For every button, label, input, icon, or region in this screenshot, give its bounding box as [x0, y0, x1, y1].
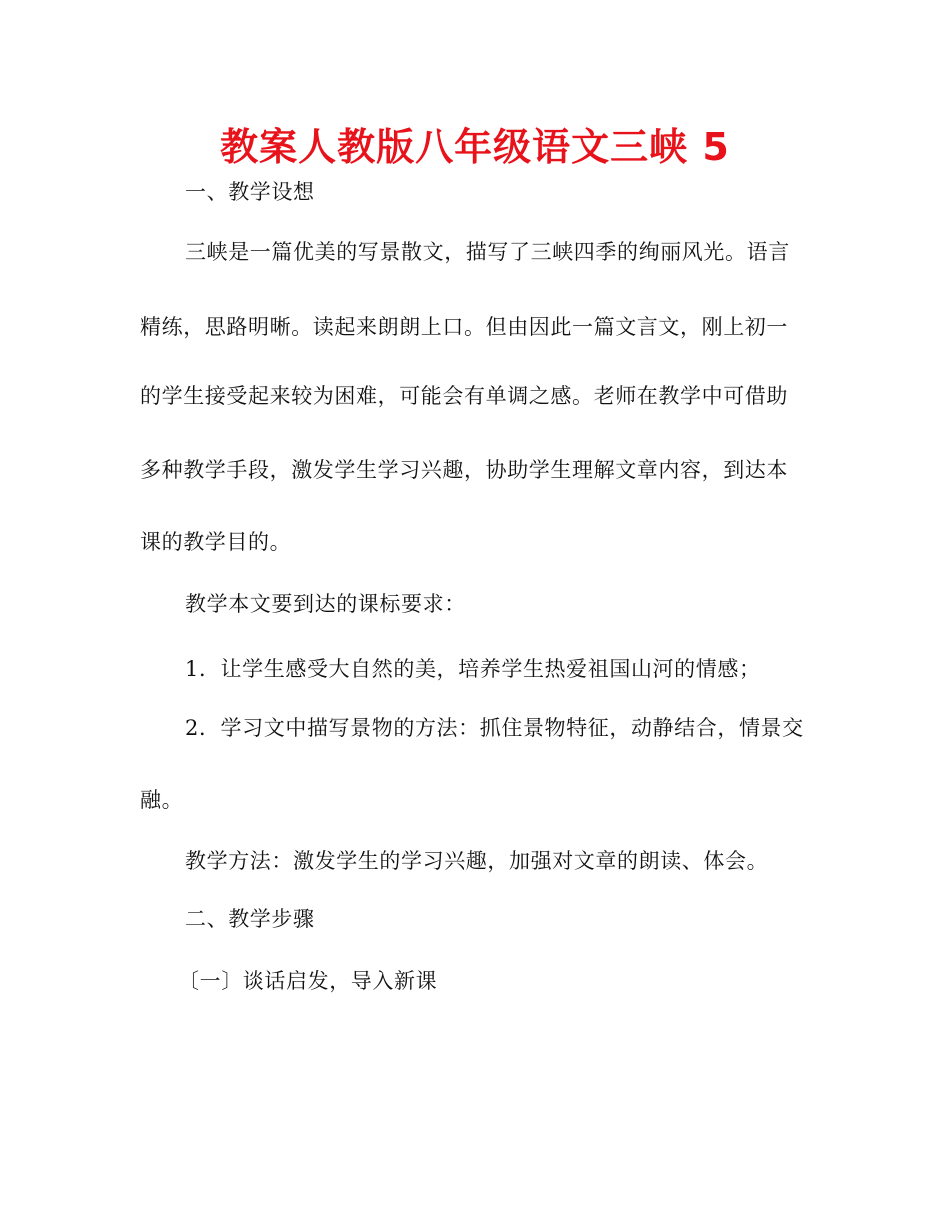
section-heading-teaching-idea: 一、教学设想 — [185, 180, 315, 204]
paragraph-line: 的学生接受起来较为困难，可能会有单调之感。老师在教学中可借助 — [140, 384, 788, 408]
paragraph-line: 三峡是一篇优美的写景散文，描写了三峡四季的绚丽风光。语言 — [185, 240, 790, 264]
paragraph-line: 精练，思路明晰。读起来朗朗上口。但由因此一篇文言文，刚上初一 — [140, 315, 788, 339]
paragraph-line: 教学本文要到达的课标要求： — [185, 592, 466, 616]
section-heading-teaching-steps: 二、教学步骤 — [185, 907, 315, 931]
list-item: 1．让学生感受大自然的美，培养学生热爱祖国山河的情感； — [185, 657, 761, 681]
paragraph-line: 多种教学手段，激发学生学习兴趣，协助学生理解文章内容，到达本 — [140, 458, 788, 482]
list-item-continuation: 融。 — [140, 788, 184, 812]
document-title: 教案人教版八年级语文三峡 5 — [220, 125, 730, 169]
paragraph-line: 课的教学目的。 — [140, 530, 292, 554]
subsection-heading: 〔一〕谈话启发，导入新课 — [178, 969, 438, 993]
paragraph-line: 教学方法：激发学生的学习兴趣，加强对文章的朗读、体会。 — [185, 849, 769, 873]
list-item: 2．学习文中描写景物的方法：抓住景物特征，动静结合，情景交 — [185, 716, 804, 740]
